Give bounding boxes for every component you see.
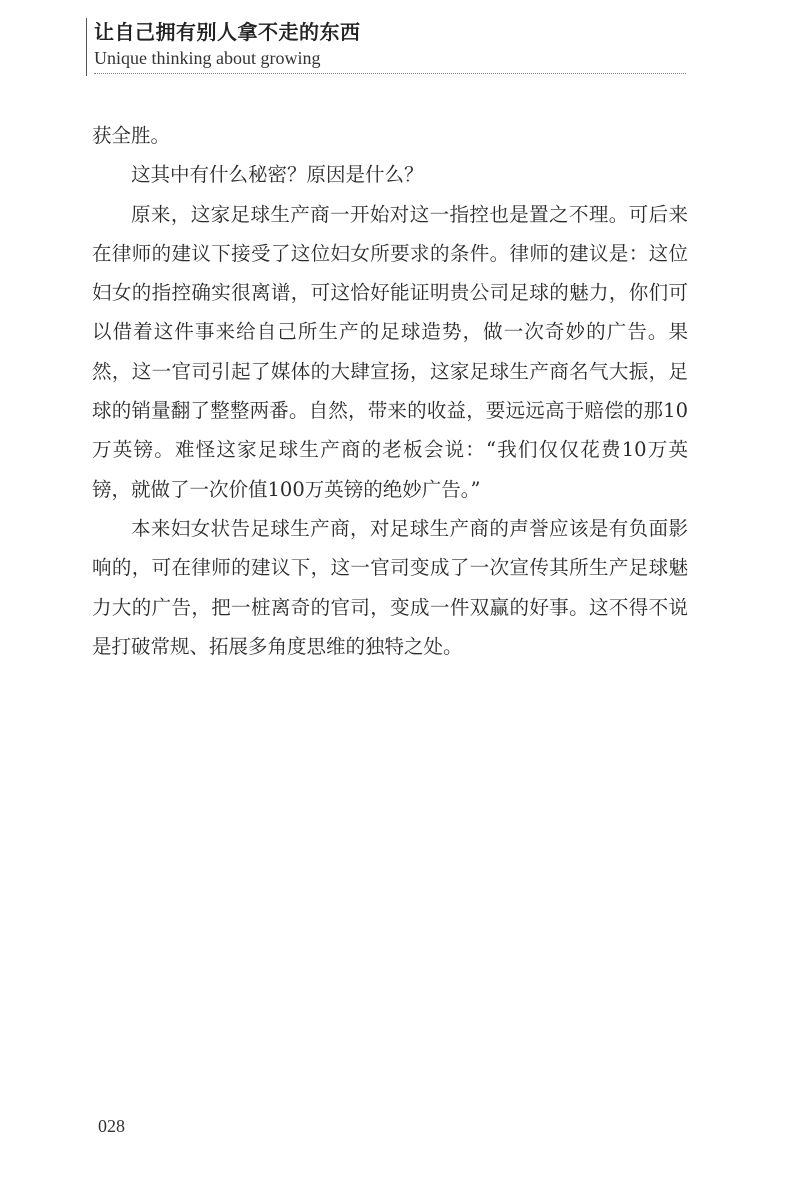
header-vertical-rule	[86, 18, 87, 76]
body-text	[92, 116, 688, 666]
paragraph-explanation: 原来，这家足球生产商一开始对这一指控也是置之不理。可后来在律师的建议下接受了这位妇女所要求的条件。律师的建议是：这位妇女的指控确实很离谱，可这恰好能证明贵公司足球的魅力，你们可以借着这件事来给自己所生产的足球造势，做一次奇妙的广告。果然，这一官司引起了媒体的大肆宣扬，这家足球生产商名气大振，足球的销量翻了整整两番。自然，带来的收益，要远远高于赔偿的那10万英镑。难怪这家足球生产商的老板会说：“我们仅仅花费10万英镑，就做了一次价值100万英镑的绝妙广告。”	[92, 202, 688, 501]
running-header	[86, 12, 686, 74]
paragraph-continuation: 获全胜。	[92, 124, 171, 147]
paragraph-conclusion: 本来妇女状告足球生产商，对足球生产商的声誉应该是有负面影响的，可在律师的建议下，这一官司变成了一次宣传其所生产足球魅力大的广告，把一桩离奇的官司，变成一件双赢的好事。这不得不说是打破常规、拓展多角度思维的独特之处。	[92, 516, 688, 658]
page-number: 028	[98, 1116, 125, 1136]
header-title: 让自己拥有别人拿不走的东西	[94, 20, 361, 44]
paragraph-question: 这其中有什么秘密？原因是什么？	[131, 163, 424, 187]
header-dotted-rule	[94, 73, 686, 74]
header-subtitle: Unique thinking about growing	[94, 48, 321, 68]
